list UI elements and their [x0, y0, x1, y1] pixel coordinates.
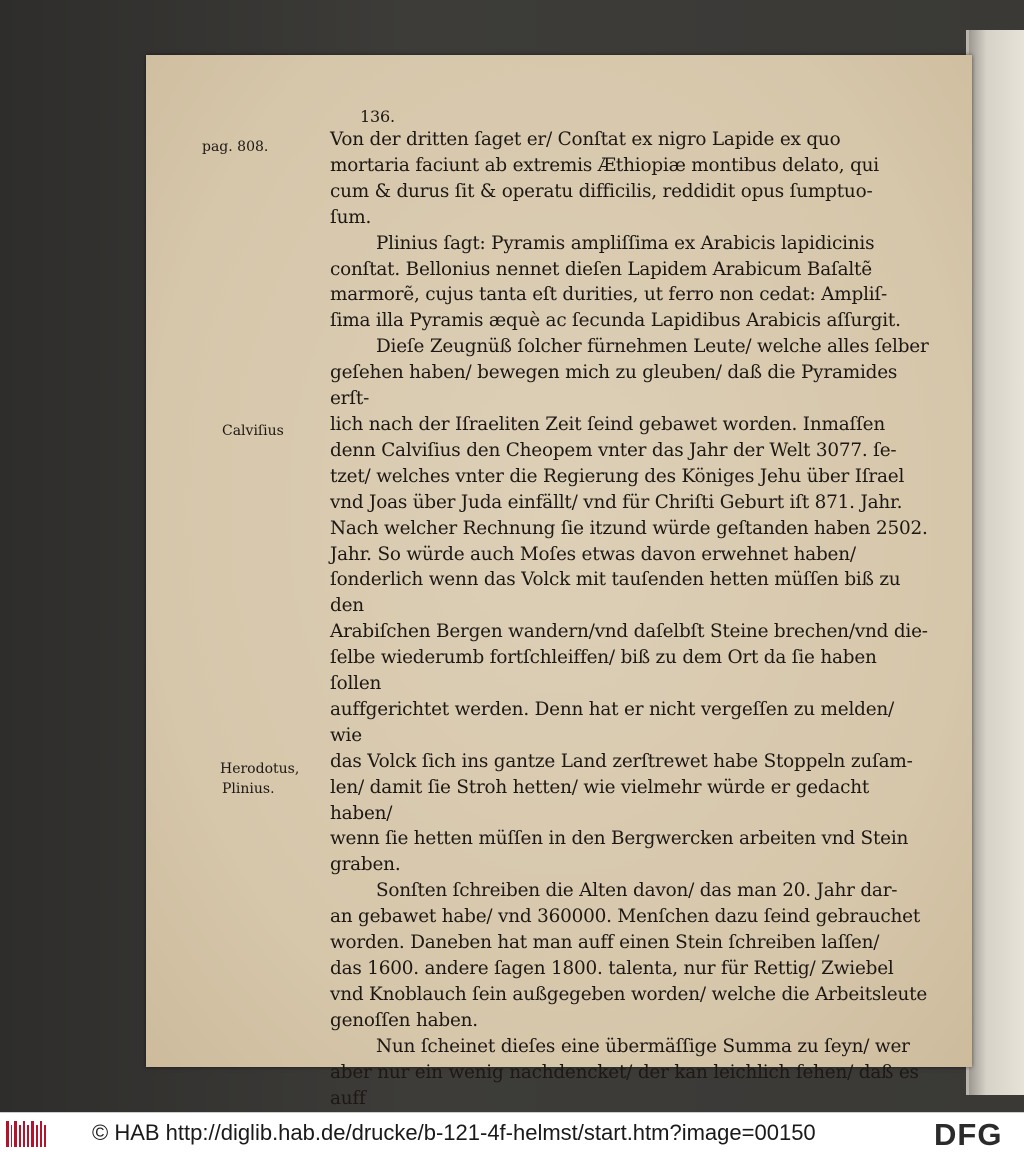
book-page	[146, 55, 972, 1109]
margin-note-herodotus: Herodotus,	[220, 761, 300, 777]
paragraph-1: Von der dritten ſaget er/ Conſtat ex nigro Lapide ex quo mortaria faciunt ab extremis Æthiopiæ montibus delato, qui cum & durus ſit & operatu difficilis, reddidit opus ſumptuo- ſum.	[330, 129, 879, 228]
paragraph-2: Plinius ſagt: Pyramis ampliſſima ex Arabicis lapidicinis conſtat. Bellonius nennet dieſen Lapidem Arabicum Baſaltẽ marmorẽ, cujus tanta eſt durities, ut ferro non cedat: Ampliſ- ſima illa Pyramis æquè ac ſecunda Lapidibus Arabicis aſſurgit.	[330, 232, 901, 332]
footer-bar	[0, 1112, 1024, 1154]
footer-copyright-link[interactable]: © HAB http://diglib.hab.de/drucke/b-121-4f-helmst/start.htm?image=00150	[92, 1120, 816, 1145]
margin-note-calvisius: Calviſius	[222, 423, 284, 439]
hab-logo-icon[interactable]	[6, 1121, 46, 1147]
paragraph-5: Nun ſcheinet dieſes eine übermäſſige Summa zu ſeyn/ wer aber nur ein wenig nachdencket/ der kan leichlich ſehen/ daß es auff	[330, 1035, 919, 1109]
page-number: 136.	[360, 107, 395, 126]
adjacent-page-edge	[966, 30, 1024, 1095]
main-text	[330, 107, 930, 1112]
margin-note-plinius: Plinius.	[222, 781, 275, 797]
margin-note-pag: pag. 808.	[202, 139, 269, 155]
paragraph-4: Sonſten ſchreiben die Alten davon/ das man 20. Jahr dar- an gebawet habe/ vnd 360000. Menſchen dazu ſeind gebrauchet worden. Daneben hat man auff einen Stein ſchreiben laſſen/ das 1600. andere ſagen 1800. talenta, nur für Rettig/ Zwiebel vnd Knoblauch ſein außgegeben worden/ welche die Arbeitsleute genoſſen haben.	[330, 880, 928, 1031]
paragraph-3: Dieſe Zeugnüß ſolcher fürnehmen Leute/ welche alles ſelber geſehen haben/ bewegen mich zu gleuben/ daß die Pyramides erſt- lich nach der Iſraeliten Zeit ſeind gebawet worden. Inmaſſen denn Calviſius den Cheopem vnter das Jahr der Welt 3077. ſe- tzet/ welches vnter die Regierung des Königes Jehu über Iſrael vnd Joas über Juda einfällt/ vnd für Chriſti Geburt iſt 871. Jahr. Nach welcher Rechnung ſie itzund würde geſtanden haben 2502. Jahr. So würde auch Moſes etwas davon erwehnet haben/ ſonderlich wenn das Volck mit tauſenden hetten müſſen biß zu den Arabiſchen Bergen wandern/vnd daſelbſt Steine brechen/vnd die- ſelbe wiederumb fortſchleiffen/ biß zu dem Ort da ſie haben ſollen auffgerichtet werden. Denn hat er nicht vergeſſen zu melden/ wie das Volck ſich ins gantze Land zerſtrewet habe Stoppeln zuſam- len/ damit ſie Stroh hetten/ wie vielmehr würde er gedacht haben/ wenn ſie hetten müſſen in den Bergwercken arbeiten vnd Stein graben.	[330, 336, 929, 876]
dfg-logo[interactable]: DFG	[934, 1117, 1003, 1152]
